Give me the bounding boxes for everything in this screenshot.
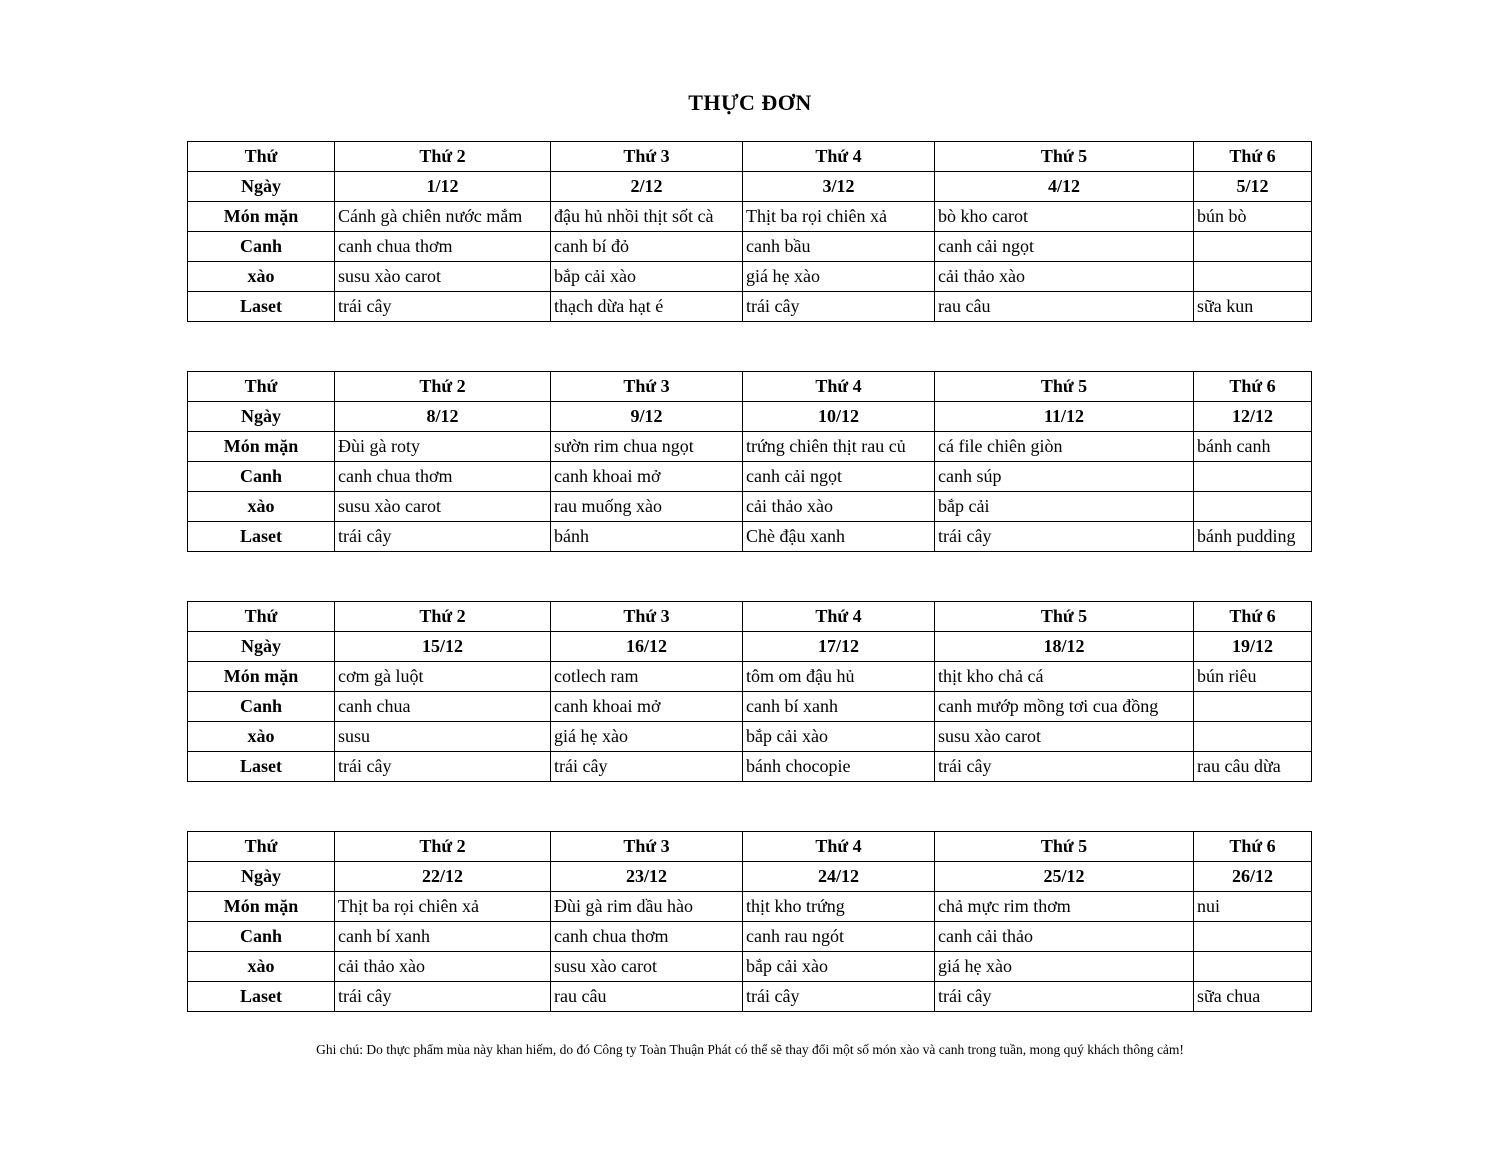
page-title: THỰC ĐƠN [688,90,812,115]
row-canh [188,462,1312,492]
cell-thu-day-6: Thứ 6 [1194,142,1312,172]
cell-xao-day-2: susu xào carot [335,262,551,292]
cell-xao-day-5: bắp cải [935,492,1194,522]
cell-canh-day-5: canh cải ngọt [935,232,1194,262]
cell-canh-day-6 [1194,232,1312,262]
row-label-laset: Laset [188,982,335,1012]
cell-thu-day-4: Thứ 4 [743,142,935,172]
cell-mon-man-day-5: thịt kho chả cá [935,662,1194,692]
cell-laset-day-3: trái cây [551,752,743,782]
cell-xao-day-3: susu xào carot [551,952,743,982]
menu-table-week-4 [187,831,1312,1012]
row-label-laset: Laset [188,752,335,782]
row-canh [188,692,1312,722]
row-ngay [188,172,1312,202]
cell-xao-day-6 [1194,262,1312,292]
cell-xao-day-6 [1194,722,1312,752]
cell-canh-day-4: canh rau ngót [743,922,935,952]
row-mon-man [188,892,1312,922]
cell-canh-day-6 [1194,922,1312,952]
row-label-ngay: Ngày [188,632,335,662]
cell-mon-man-day-3: Đùi gà rim dầu hào [551,892,743,922]
cell-canh-day-5: canh súp [935,462,1194,492]
row-mon-man [188,662,1312,692]
cell-xao-day-5: cải thảo xào [935,262,1194,292]
footnote: Ghi chú: Do thực phẩm mùa này khan hiếm, do đó Công ty Toàn Thuận Phát có thể sẽ thay đổi một số món xào và canh trong tuần, mong quý khách thông cảm! [316,1042,1184,1057]
cell-mon-man-day-4: tôm om đậu hủ [743,662,935,692]
cell-laset-day-2: trái cây [335,522,551,552]
menu-table-week-2 [187,371,1312,552]
cell-mon-man-day-4: trứng chiên thịt rau củ [743,432,935,462]
cell-ngay-day-3: 9/12 [551,402,743,432]
cell-thu-day-6: Thứ 6 [1194,602,1312,632]
cell-ngay-day-2: 15/12 [335,632,551,662]
cell-xao-day-4: cải thảo xào [743,492,935,522]
cell-laset-day-2: trái cây [335,752,551,782]
cell-mon-man-day-5: cá file chiên giòn [935,432,1194,462]
row-label-xao: xào [188,952,335,982]
cell-xao-day-6 [1194,492,1312,522]
cell-laset-day-6: bánh pudding [1194,522,1312,552]
cell-xao-day-5: giá hẹ xào [935,952,1194,982]
cell-ngay-day-2: 22/12 [335,862,551,892]
cell-xao-day-3: bắp cải xào [551,262,743,292]
cell-xao-day-3: giá hẹ xào [551,722,743,752]
cell-laset-day-6: sữa chua [1194,982,1312,1012]
cell-thu-day-2: Thứ 2 [335,372,551,402]
cell-thu-day-6: Thứ 6 [1194,372,1312,402]
cell-thu-day-3: Thứ 3 [551,142,743,172]
cell-xao-day-6 [1194,952,1312,982]
row-laset [188,522,1312,552]
cell-xao-day-4: giá hẹ xào [743,262,935,292]
cell-xao-day-4: bắp cải xào [743,722,935,752]
cell-laset-day-5: trái cây [935,982,1194,1012]
cell-ngay-day-4: 24/12 [743,862,935,892]
cell-xao-day-5: susu xào carot [935,722,1194,752]
row-label-ngay: Ngày [188,172,335,202]
cell-laset-day-3: rau câu [551,982,743,1012]
row-label-thu: Thứ [188,142,335,172]
row-label-ngay: Ngày [188,862,335,892]
cell-thu-day-5: Thứ 5 [935,602,1194,632]
row-thu [188,832,1312,862]
cell-ngay-day-5: 25/12 [935,862,1194,892]
cell-ngay-day-5: 18/12 [935,632,1194,662]
cell-mon-man-day-4: thịt kho trứng [743,892,935,922]
cell-canh-day-6 [1194,692,1312,722]
row-laset [188,982,1312,1012]
cell-xao-day-2: cải thảo xào [335,952,551,982]
cell-canh-day-5: canh mướp mồng tơi cua đồng [935,692,1194,722]
row-xao [188,492,1312,522]
cell-mon-man-day-2: Thịt ba rọi chiên xả [335,892,551,922]
cell-thu-day-5: Thứ 5 [935,832,1194,862]
cell-xao-day-4: bắp cải xào [743,952,935,982]
row-label-xao: xào [188,262,335,292]
cell-thu-day-6: Thứ 6 [1194,832,1312,862]
cell-mon-man-day-4: Thịt ba rọi chiên xả [743,202,935,232]
cell-mon-man-day-2: Cánh gà chiên nước mắm [335,202,551,232]
cell-canh-day-4: canh cải ngọt [743,462,935,492]
row-label-laset: Laset [188,522,335,552]
cell-laset-day-5: rau câu [935,292,1194,322]
cell-laset-day-6: sữa kun [1194,292,1312,322]
row-label-mon-man: Món mặn [188,892,335,922]
cell-mon-man-day-2: Đùi gà roty [335,432,551,462]
cell-mon-man-day-2: cơm gà luột [335,662,551,692]
row-ngay [188,632,1312,662]
cell-mon-man-day-3: cotlech ram [551,662,743,692]
row-label-ngay: Ngày [188,402,335,432]
row-laset [188,292,1312,322]
row-label-canh: Canh [188,462,335,492]
cell-ngay-day-4: 17/12 [743,632,935,662]
cell-xao-day-3: rau muống xào [551,492,743,522]
cell-laset-day-2: trái cây [335,982,551,1012]
cell-laset-day-4: trái cây [743,292,935,322]
cell-mon-man-day-6: bánh canh [1194,432,1312,462]
cell-ngay-day-6: 19/12 [1194,632,1312,662]
cell-canh-day-3: canh khoai mở [551,462,743,492]
row-ngay [188,862,1312,892]
row-label-laset: Laset [188,292,335,322]
row-label-mon-man: Món mặn [188,202,335,232]
cell-thu-day-2: Thứ 2 [335,142,551,172]
cell-laset-day-5: trái cây [935,752,1194,782]
cell-laset-day-4: bánh chocopie [743,752,935,782]
cell-laset-day-5: trái cây [935,522,1194,552]
row-xao [188,262,1312,292]
cell-ngay-day-4: 3/12 [743,172,935,202]
cell-canh-day-4: canh bầu [743,232,935,262]
cell-ngay-day-3: 2/12 [551,172,743,202]
row-xao [188,952,1312,982]
cell-canh-day-3: canh khoai mở [551,692,743,722]
cell-thu-day-4: Thứ 4 [743,832,935,862]
cell-laset-day-4: trái cây [743,982,935,1012]
cell-ngay-day-2: 1/12 [335,172,551,202]
cell-thu-day-3: Thứ 3 [551,372,743,402]
cell-xao-day-2: susu xào carot [335,492,551,522]
cell-mon-man-day-6: bún riêu [1194,662,1312,692]
row-thu [188,142,1312,172]
cell-laset-day-3: thạch dừa hạt é [551,292,743,322]
cell-ngay-day-6: 26/12 [1194,862,1312,892]
row-label-canh: Canh [188,922,335,952]
row-label-mon-man: Món mặn [188,432,335,462]
row-label-thu: Thứ [188,602,335,632]
cell-canh-day-3: canh bí đỏ [551,232,743,262]
cell-thu-day-3: Thứ 3 [551,832,743,862]
cell-thu-day-5: Thứ 5 [935,372,1194,402]
row-label-mon-man: Món mặn [188,662,335,692]
row-mon-man [188,202,1312,232]
cell-thu-day-2: Thứ 2 [335,832,551,862]
row-laset [188,752,1312,782]
cell-laset-day-3: bánh [551,522,743,552]
cell-mon-man-day-6: bún bò [1194,202,1312,232]
cell-thu-day-2: Thứ 2 [335,602,551,632]
cell-canh-day-5: canh cải thảo [935,922,1194,952]
cell-thu-day-5: Thứ 5 [935,142,1194,172]
cell-mon-man-day-3: đậu hủ nhồi thịt sốt cà [551,202,743,232]
cell-ngay-day-5: 4/12 [935,172,1194,202]
menu-table-week-3 [187,601,1312,782]
cell-ngay-day-4: 10/12 [743,402,935,432]
cell-canh-day-2: canh chua [335,692,551,722]
cell-mon-man-day-3: sườn rim chua ngọt [551,432,743,462]
cell-mon-man-day-5: bò kho carot [935,202,1194,232]
cell-mon-man-day-6: nui [1194,892,1312,922]
cell-mon-man-day-5: chả mực rim thơm [935,892,1194,922]
cell-thu-day-3: Thứ 3 [551,602,743,632]
cell-laset-day-2: trái cây [335,292,551,322]
cell-canh-day-3: canh chua thơm [551,922,743,952]
cell-thu-day-4: Thứ 4 [743,602,935,632]
cell-ngay-day-6: 12/12 [1194,402,1312,432]
cell-canh-day-2: canh chua thơm [335,232,551,262]
cell-canh-day-4: canh bí xanh [743,692,935,722]
row-thu [188,602,1312,632]
cell-laset-day-4: Chè đậu xanh [743,522,935,552]
cell-ngay-day-5: 11/12 [935,402,1194,432]
cell-ngay-day-3: 23/12 [551,862,743,892]
row-canh [188,232,1312,262]
row-label-canh: Canh [188,692,335,722]
cell-laset-day-6: rau câu dừa [1194,752,1312,782]
row-label-thu: Thứ [188,372,335,402]
row-ngay [188,402,1312,432]
cell-ngay-day-6: 5/12 [1194,172,1312,202]
row-label-xao: xào [188,492,335,522]
cell-xao-day-2: susu [335,722,551,752]
row-xao [188,722,1312,752]
menu-table-week-1 [187,141,1312,322]
row-mon-man [188,432,1312,462]
cell-canh-day-2: canh bí xanh [335,922,551,952]
cell-canh-day-2: canh chua thơm [335,462,551,492]
cell-ngay-day-2: 8/12 [335,402,551,432]
cell-ngay-day-3: 16/12 [551,632,743,662]
row-label-canh: Canh [188,232,335,262]
row-thu [188,372,1312,402]
row-label-thu: Thứ [188,832,335,862]
cell-canh-day-6 [1194,462,1312,492]
row-canh [188,922,1312,952]
row-label-xao: xào [188,722,335,752]
cell-thu-day-4: Thứ 4 [743,372,935,402]
